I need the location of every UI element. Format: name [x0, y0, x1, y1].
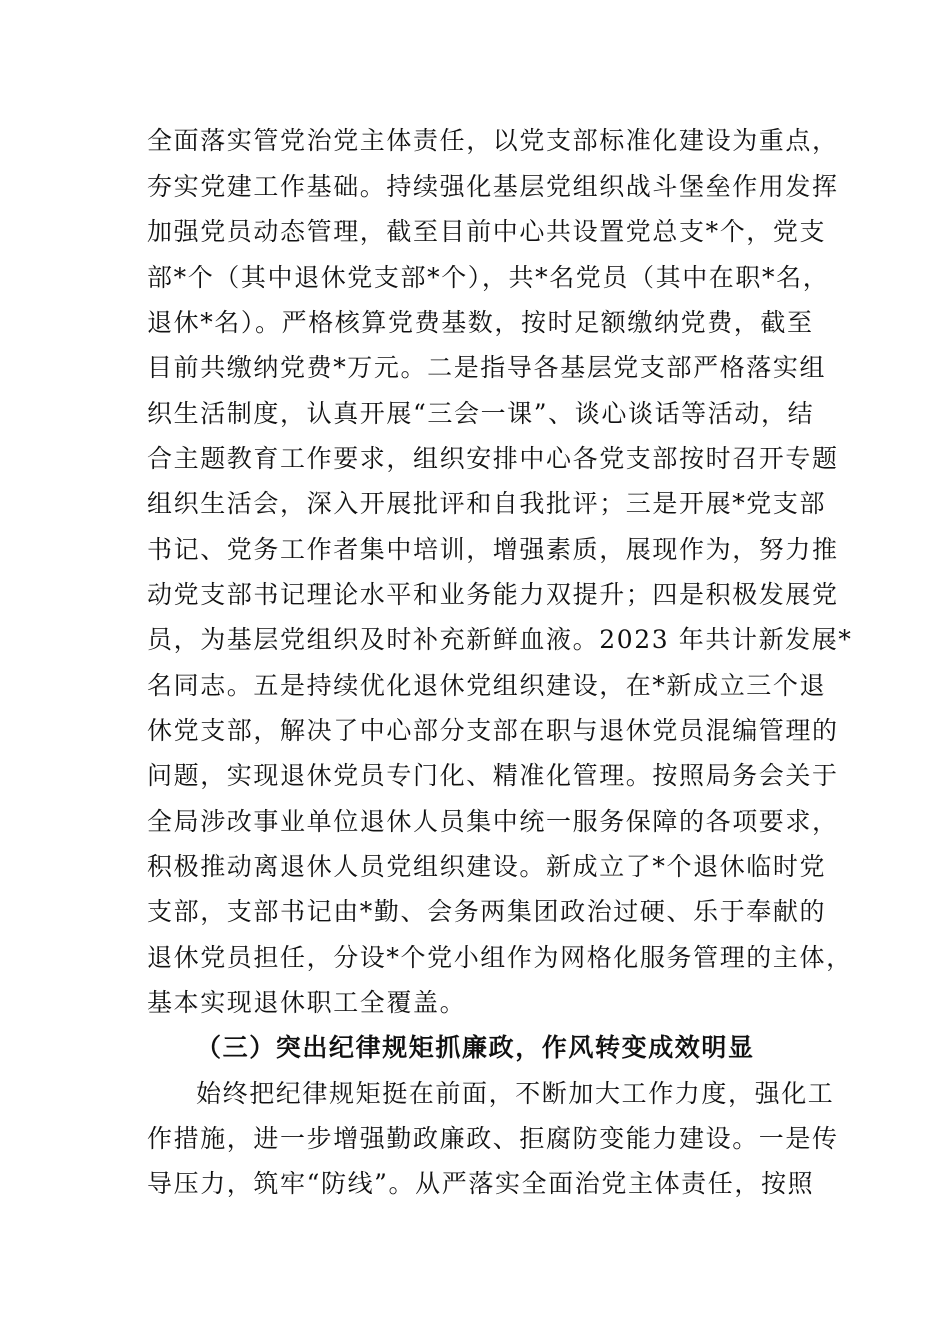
paragraph-line: 员，为基层党组织及时补充新鲜血液。2023 年共计新发展*: [147, 625, 853, 654]
paragraph-line: 名同志。五是持续优化退休党组织建设，在*新成立三个退: [147, 671, 827, 700]
paragraph-line: 问题，实现退休党员专门化、精准化管理。按照局务会关于: [147, 761, 839, 790]
paragraph-line: 基本实现退休职工全覆盖。: [147, 988, 467, 1017]
paragraph-line: 休党支部，解决了中心部分支部在职与退休党员混编管理的: [147, 716, 839, 745]
paragraph-line: 支部，支部书记由*勤、会务两集团政治过硬、乐于奉献的: [147, 897, 827, 926]
paragraph-line: 加强党员动态管理，截至目前中心共设置党总支*个，党支: [147, 217, 827, 246]
paragraph-line: 织生活制度，认真开展“三会一课”、谈心谈话等活动，结: [147, 399, 815, 428]
paragraph-line: 导压力，筑牢“防线”。从严落实全面治党主体责任，按照: [147, 1169, 815, 1198]
paragraph-line: 合主题教育工作要求，组织安排中心各党支部按时召开专题: [147, 444, 839, 473]
paragraph-line: 始终把纪律规矩挺在前面，不断加大工作力度，强化工: [196, 1079, 835, 1108]
section-heading: （三）突出纪律规矩抓廉政，作风转变成效明显: [196, 1033, 755, 1062]
paragraph-line: 书记、党务工作者集中培训，增强素质，展现作为，努力推: [147, 535, 839, 564]
paragraph-line: 退休党员担任，分设*个党小组作为网格化服务管理的主体，: [147, 943, 853, 972]
paragraph-line: 作措施，进一步增强勤政廉政、拒腐防变能力建设。一是传: [147, 1124, 839, 1153]
paragraph-line: 动党支部书记理论水平和业务能力双提升；四是积极发展党: [147, 580, 839, 609]
paragraph-line: 目前共缴纳党费*万元。二是指导各基层党支部严格落实组: [147, 353, 827, 382]
paragraph-line: 组织生活会，深入开展批评和自我批评；三是开展*党支部: [147, 489, 827, 518]
paragraph-line: 部*个（其中退休党支部*个），共*名党员（其中在职*名，: [147, 263, 830, 292]
paragraph-line: 全局涉改事业单位退休人员集中统一服务保障的各项要求，: [147, 807, 839, 836]
paragraph-line: 退休*名）。严格核算党费基数，按时足额缴纳党费，截至: [147, 308, 814, 337]
paragraph-line: 夯实党建工作基础。持续强化基层党组织战斗堡垒作用发挥: [147, 172, 839, 201]
paragraph-line: 全面落实管党治党主体责任，以党支部标准化建设为重点，: [147, 126, 839, 155]
paragraph-line: 积极推动离退休人员党组织建设。新成立了*个退休临时党: [147, 852, 827, 881]
